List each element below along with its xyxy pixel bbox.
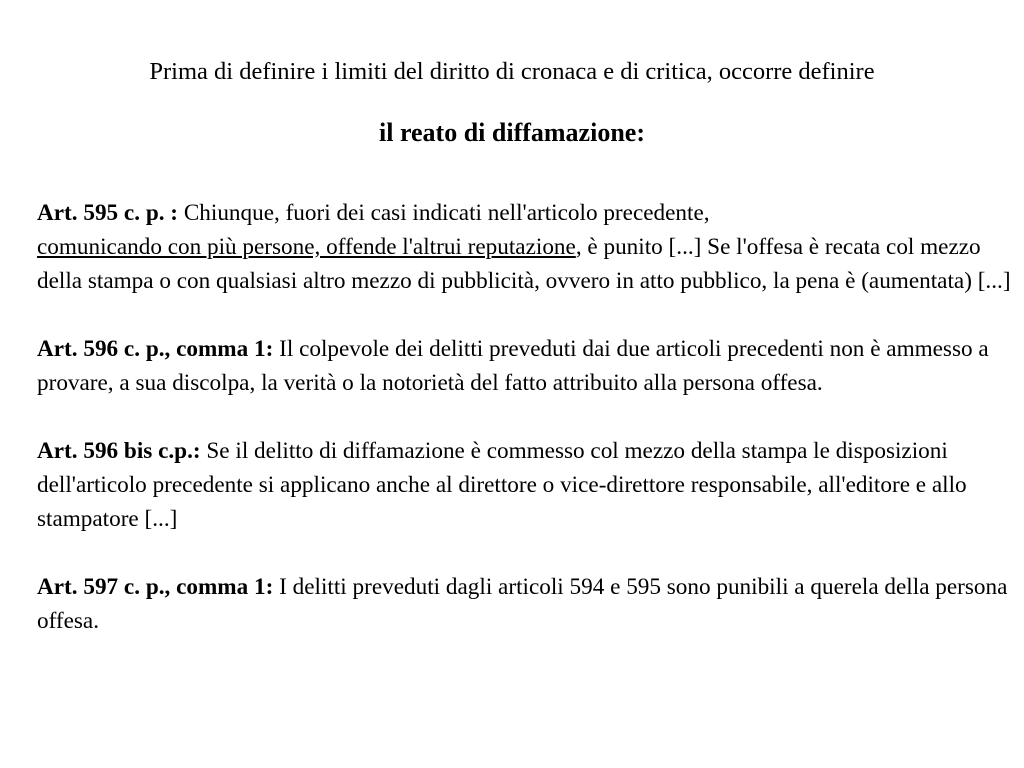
- article-text: I delitti preveduti dagli articoli 594 e 595 sono punibili a querela della persona offesa.: [37, 574, 1008, 634]
- intro-text: Prima di definire i limiti del diritto di cronaca e di critica, occorre definire: [149, 58, 875, 85]
- article-ref: Art. 596 bis c.p.:: [37, 438, 201, 464]
- article-596: [37, 332, 1022, 400]
- article-text: Chiunque, fuori dei casi indicati nell'articolo precedente,: [178, 200, 710, 226]
- article-text: Il colpevole dei delitti preveduti dai due articoli precedenti non è ammesso a provare, a sua discolpa, la verità o la notorietà del fatto attribuito alla persona offesa.: [37, 336, 989, 396]
- article-ref: Art. 595 c. p. :: [37, 200, 179, 226]
- article-596-bis: [37, 434, 1022, 536]
- article-ref: Art. 597 c. p., comma 1:: [37, 574, 274, 600]
- articles-list: [37, 196, 1022, 672]
- page-title: il reato di diffamazione:: [379, 118, 645, 147]
- article-597: [37, 570, 1022, 638]
- article-underlined-text: comunicando con più persone, offende l'altrui reputazione: [37, 234, 576, 260]
- article-ref: Art. 596 c. p., comma 1:: [37, 336, 274, 362]
- article-text: , è punito [...] Se l'offesa è recata col mezzo della stampa o con qualsiasi altro mezzo di pubblicità, ovvero in atto pubblico, la pena è (aumentata) [...]: [37, 234, 1011, 294]
- article-595: [37, 196, 1022, 298]
- article-text: Se il delitto di diffamazione è commesso col mezzo della stampa le disposizioni dell'articolo precedente si applicano anche al direttore o vice-direttore responsabile, all'editore e allo stampatore [...]: [37, 438, 967, 532]
